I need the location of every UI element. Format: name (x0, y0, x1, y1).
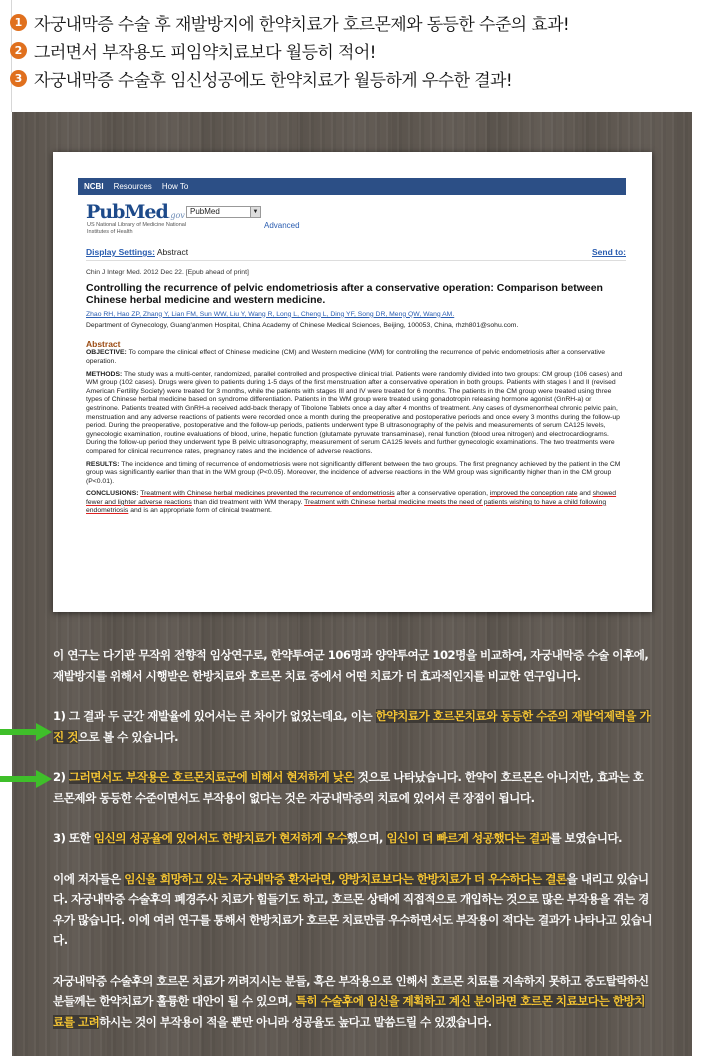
finding-2: 2) 그러면서도 부작용은 호르몬치료군에 비해서 현저하게 낮은 것으로 나타났습니다. 한약이 호르몬은 아니지만, 효과는 호르몬제와 동등한 수준이면서도 부작용이 없다는 것은 자궁내막증의 치료에 있어서 큰 장점이 됩니다. (53, 770, 644, 805)
advanced-link[interactable]: Advanced (264, 221, 300, 230)
green-arrow-icon (0, 770, 52, 788)
header-item-1 (10, 8, 700, 36)
header-list (10, 8, 700, 92)
number-badge-3: 3 (10, 70, 27, 87)
objective-section: OBJECTIVE: To compare the clinical effect of Chinese medicine (CM) and Western medicine (WM) for controlling the recurrence of pelvic endometriosis after a conservative operation. (86, 349, 606, 365)
finding-3: 3) 또한 임신의 성공율에 있어서도 한방치료가 현저하게 우수했으며, 임신이 더 빠르게 성공했다는 결과를 보였습니다. (53, 831, 623, 845)
finding-1: 1) 그 결과 두 군간 재발율에 있어서는 큰 차이가 없었는데요, 이는 한약치료가 호르몬치료와 동등한 수준의 재발억제력을 가진 것으로 볼 수 있습니다. (53, 709, 651, 744)
pubmed-logo[interactable]: PubMed.gov (86, 201, 185, 223)
number-badge-2: 2 (10, 42, 27, 59)
abstract-block (86, 269, 626, 520)
green-arrow-icon (0, 723, 52, 741)
resources-menu[interactable]: Resources (113, 182, 152, 191)
citation: Chin J Integr Med. 2012 Dec 22. [Epub ahead of print] (86, 269, 249, 276)
methods-section: METHODS: The study was a multi-center, randomized, parallel controlled and prospective clinical trial. Patients were randomly divided into two groups: CM group (106 cases) and WM group (102 cases). Drugs were given to patients during 1-5 days of the first menstruation after a conservative operation in both groups. Patients with stages I and II (revised American Fertility Society) were treated for 3 months, while the patients with stages III and IV were treated for 6 months. The patients in the CM group were treated using three types of Chinese herbal medicine based on syndrome differentiation. Patients in the WM group were treated using gonadotropin releasing hormone agonist (GnRH-a) or gestrinone. Patients treated with GnRH-a received add-back therapy of Tibolone Tablets once a day after 4 months of treatment. Any cases of dysmenorrheal chronic pelvic pain, menstruation and any adverse reactions of patients were recorded once a month during the preoperative and postoperative periods and once every 3 months during the follow-up period. During the preoperative, postoperative and the follow-up periods, patients underwent type B ultrasonography of the pelvis and measurements of serum CA125 levels, gynecologic examination, routine evaluations of blood, urine, hepatic function (glutamate pyruvate transaminase), renal function (blood urea nitrogen) and electrocardiograms. During the follow-up period they underwent type B pelvic ultrasonography, measurement of serum CA125 levels and further gynecologic examinations. The two treatments were compared for clinical recurrence rates, pregnancy rates and the incidence of adverse reactions. (86, 370, 623, 455)
chevron-down-icon: ▼ (250, 207, 260, 217)
header-item-text: 그러면서 부작용도 피임약치료보다 월등히 적어! (34, 42, 376, 63)
korean-body (53, 645, 653, 1052)
header-item-text: 자궁내막증 수술 후 재발방지에 한약치료가 호르몬제와 동등한 수준의 효과! (34, 14, 570, 35)
results-section: RESULTS: The incidence and timing of recurrence of endometriosis were not significantly different between the two groups. The first pregnancy achieved by the patient in the CM group was significantly earlier than that in the WM group (P<0.05). Moreover, the incidence of adverse reactions in the WM group was significantly higher than in the CM group (P<0.01). (86, 460, 621, 485)
nlm-label: US National Library of Medicine National Institutes of Health (87, 222, 187, 235)
search-input[interactable] (263, 206, 593, 218)
author-list[interactable]: Zhao RH, Hao ZP, Zhang Y, Lian FM, Sun WW, Liu Y, Wang R, Long L, Cheng L, Ding YF, Song DR, Meng QW, Wang AM. (86, 310, 455, 318)
header-item-text: 자궁내막증 수술후 임신성공에도 한약치료가 월등하게 우수한 결과! (34, 70, 513, 91)
conclusion-paragraph: 이에 저자들은 임신을 희망하고 있는 자궁내막증 환자라면, 양방치료보다는 한방치료가 더 우수하다는 결론을 내리고 있습니다. 자궁내막증 수술후의 폐경주사 치료가 힘들기도 하고, 호르몬 상태에 직접적으로 개입하는 것으로 많은 부작용을 겪는 경우가 많습니다. 이에 여러 연구를 통해서 한방치료가 호르몬 치료만큼 우수하면서도 부작용이 적다는 결과가 나타나고 있습니다. (53, 871, 653, 947)
affiliation: Department of Gynecology, Guang'anmen Hospital, China Academy of Chinese Medical Sciences, Beijing, 100053, China, rhzh801@sohu.com. (86, 322, 519, 330)
article-title: Controlling the recurrence of pelvic endometriosis after a conservative operation: Comparison between Chinese herbal medicine and western medicine. (86, 281, 603, 307)
conclusions-section: CONCLUSIONS: Treatment with Chinese herbal medicines prevented the recurrence of endometriosis after a conservative operation, improved the conception rate and showed fewer and lighter adverse reactions than did treatment with WM therapy. Treatment with Chinese herbal medicine meets the need of patients wishing to have a child following endometriosis and is an appropriate form of clinical treatment. (86, 490, 617, 515)
number-badge-1: 1 (10, 14, 27, 31)
database-select[interactable]: PubMed ▼ (186, 206, 261, 218)
abstract-heading: Abstract (86, 338, 121, 349)
send-to-link[interactable]: Send to: (592, 247, 626, 257)
ncbi-logo: NCBI (84, 182, 104, 191)
ncbi-bar (78, 178, 626, 195)
pubmed-screenshot (53, 152, 652, 612)
display-mode: Abstract (156, 247, 189, 257)
header-item-3 (10, 64, 700, 92)
howto-menu[interactable]: How To (161, 182, 189, 191)
display-settings-row (86, 247, 626, 261)
intro-paragraph: 이 연구는 다기관 무작위 전향적 임상연구로, 한약투여군 106명과 양약투여군 102명을 비교하여, 자궁내막증 수술 이후에, 재발방지를 위해서 시행받은 한방치료와 호르몬 치료 중에서 어떤 치료가 더 효과적인지를 비교한 연구입니다. (53, 648, 649, 683)
header-item-2 (10, 36, 700, 64)
recommendation-paragraph: 자궁내막증 수술후의 호르몬 치료가 꺼려지시는 분들, 혹은 부작용으로 인해서 호르몬 치료를 지속하지 못하고 중도탈락하신 분들께는 한약치료가 훌륭한 대안이 될 수 있으며, 특히 수술후에 임신을 계획하고 계신 분이라면 호르몬 치료보다는 한방치료를 고려하시는 것이 부작용이 적을 뿐만 아니라 성공율도 높다고 말씀드릴 수 있겠습니다. (53, 973, 649, 1029)
display-settings-link[interactable]: Display Settings: (86, 247, 155, 257)
